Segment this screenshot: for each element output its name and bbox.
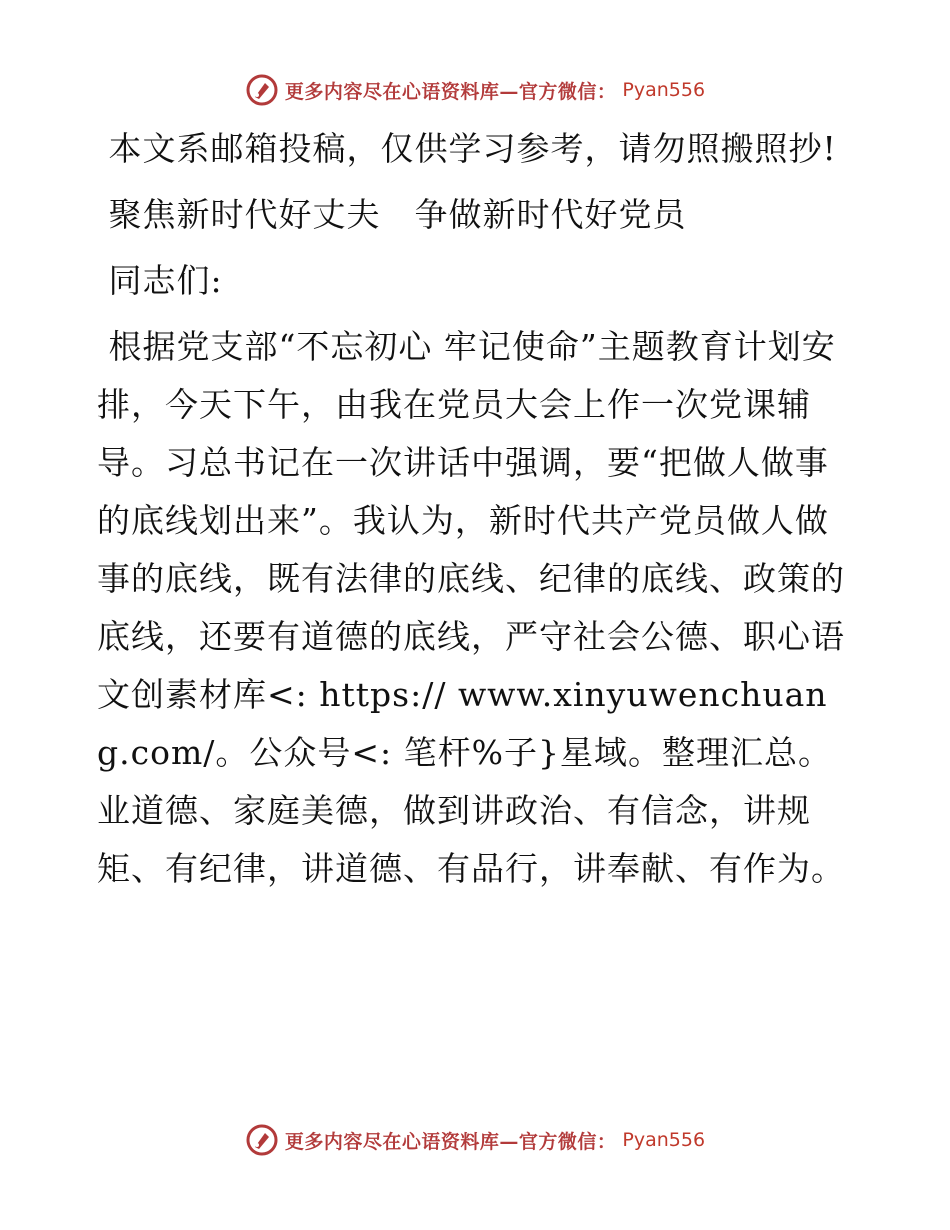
watermark-text: 更多内容尽在心语资料库—官方微信： [284,80,617,103]
watermark-wechat-id: Pyan556 [622,79,706,101]
watermark-text: 更多内容尽在心语资料库—官方微信： [284,1130,617,1153]
header-watermark [0,70,950,110]
notice-paragraph: 本文系邮箱投稿，仅供学习参考，请勿照搬照抄! [108,129,837,168]
document-body [97,120,852,906]
pen-nib-icon [245,1123,279,1157]
body-paragraph: 根据党支部“不忘初心 牢记使命”主题教育计划安排，今天下午，由我在党员大会上作一次党课辅导。习总书记在一次讲话中强调，要“把做人做事的底线划出来”。我认为，新时代共产党员做人做事的底线，既有法律的底线、纪律的底线、政策的底线，还要有道德的底线，严守社会公德、职心语文创素材库<: https:// www.xinyuwenchuang.com/。公众号<: 笔杆%子}星域。整理汇总。业道德、家庭美德，做到讲政治、有信念，讲规矩、有纪律，讲道德、有品行，讲奉献、有作为。 [97,327,845,888]
salutation: 同志们: [108,261,223,300]
footer-watermark [0,1120,950,1160]
document-title: 聚焦新时代好丈夫 争做新时代好党员 [108,195,687,234]
watermark-wechat-id: Pyan556 [622,1129,706,1151]
pen-nib-icon [245,73,279,107]
